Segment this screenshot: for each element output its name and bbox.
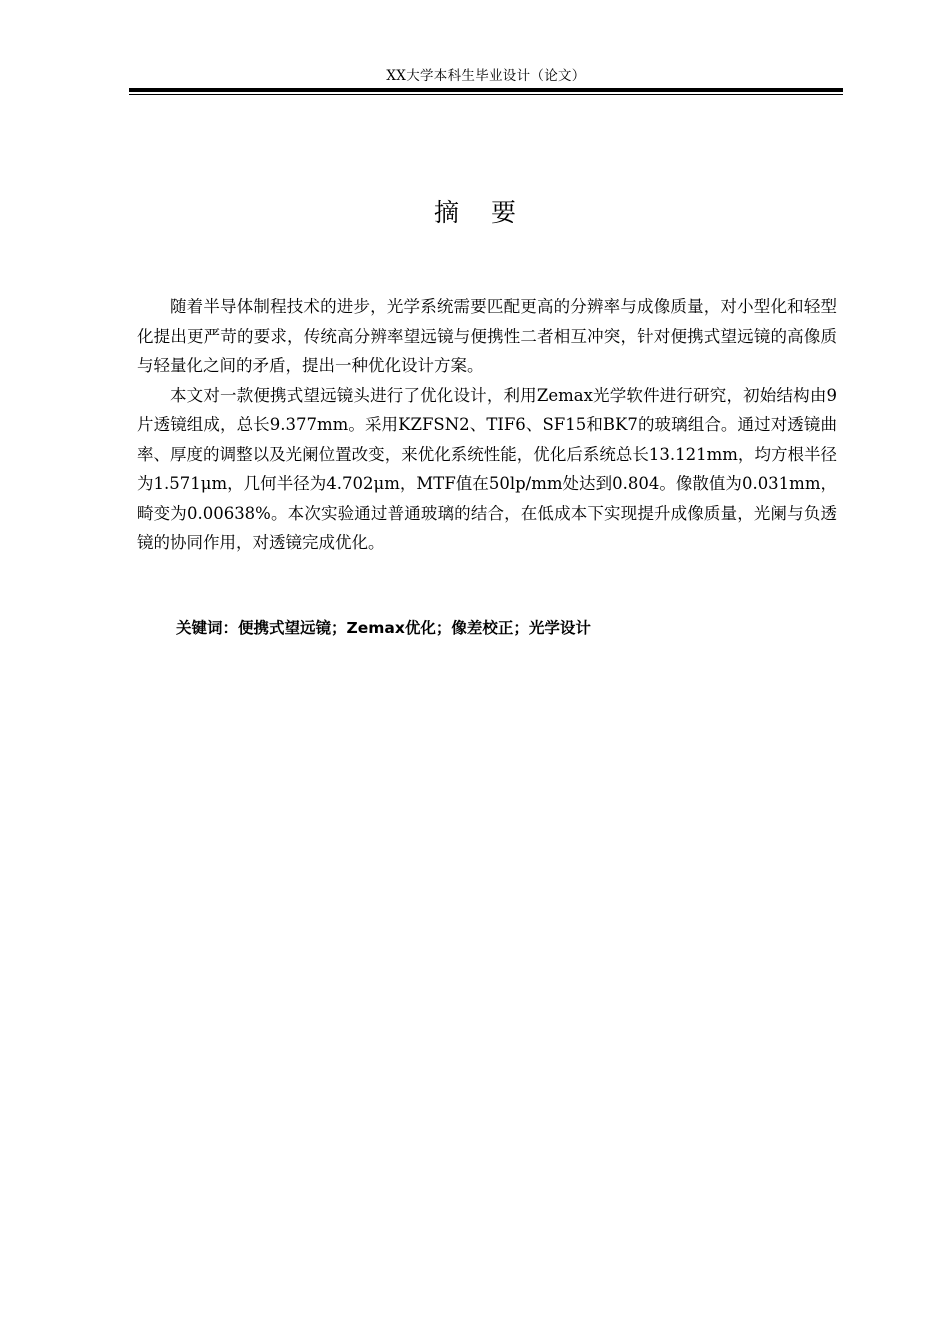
running-header: XX大学本科生毕业设计（论文） [386,68,586,84]
abstract-title: 摘 要 [434,198,528,227]
header-rule-thin [129,94,843,95]
keywords-line: 关键词：便携式望远镜；Zemax优化；像差校正；光学设计 [176,619,591,637]
abstract-body [137,292,837,558]
header-rule-thick [129,88,843,92]
abstract-paragraph-2: 本文对一款便携式望远镜头进行了优化设计，利用Zemax光学软件进行研究，初始结构由9片透镜组成，总长9.377mm。采用KZFSN2、TIF6、SF15和BK7的玻璃组合。通过对透镜曲率、厚度的调整以及光阑位置改变，来优化系统性能，优化后系统总长13.121mm，均方根半径为1.571μm，几何半径为4.702μm，MTF值在50lp/mm处达到0.804。像散值为0.031mm，畸变为0.00638%。本次实验通过普通玻璃的结合，在低成本下实现提升成像质量，光阑与负透镜的协同作用，对透镜完成优化。 [137,385,837,552]
abstract-paragraph-1: 随着半导体制程技术的进步，光学系统需要匹配更高的分辨率与成像质量，对小型化和轻型化提出更严苛的要求，传统高分辨率望远镜与便携性二者相互冲突，针对便携式望远镜的高像质与轻量化之间的矛盾，提出一种优化设计方案。 [137,297,837,375]
